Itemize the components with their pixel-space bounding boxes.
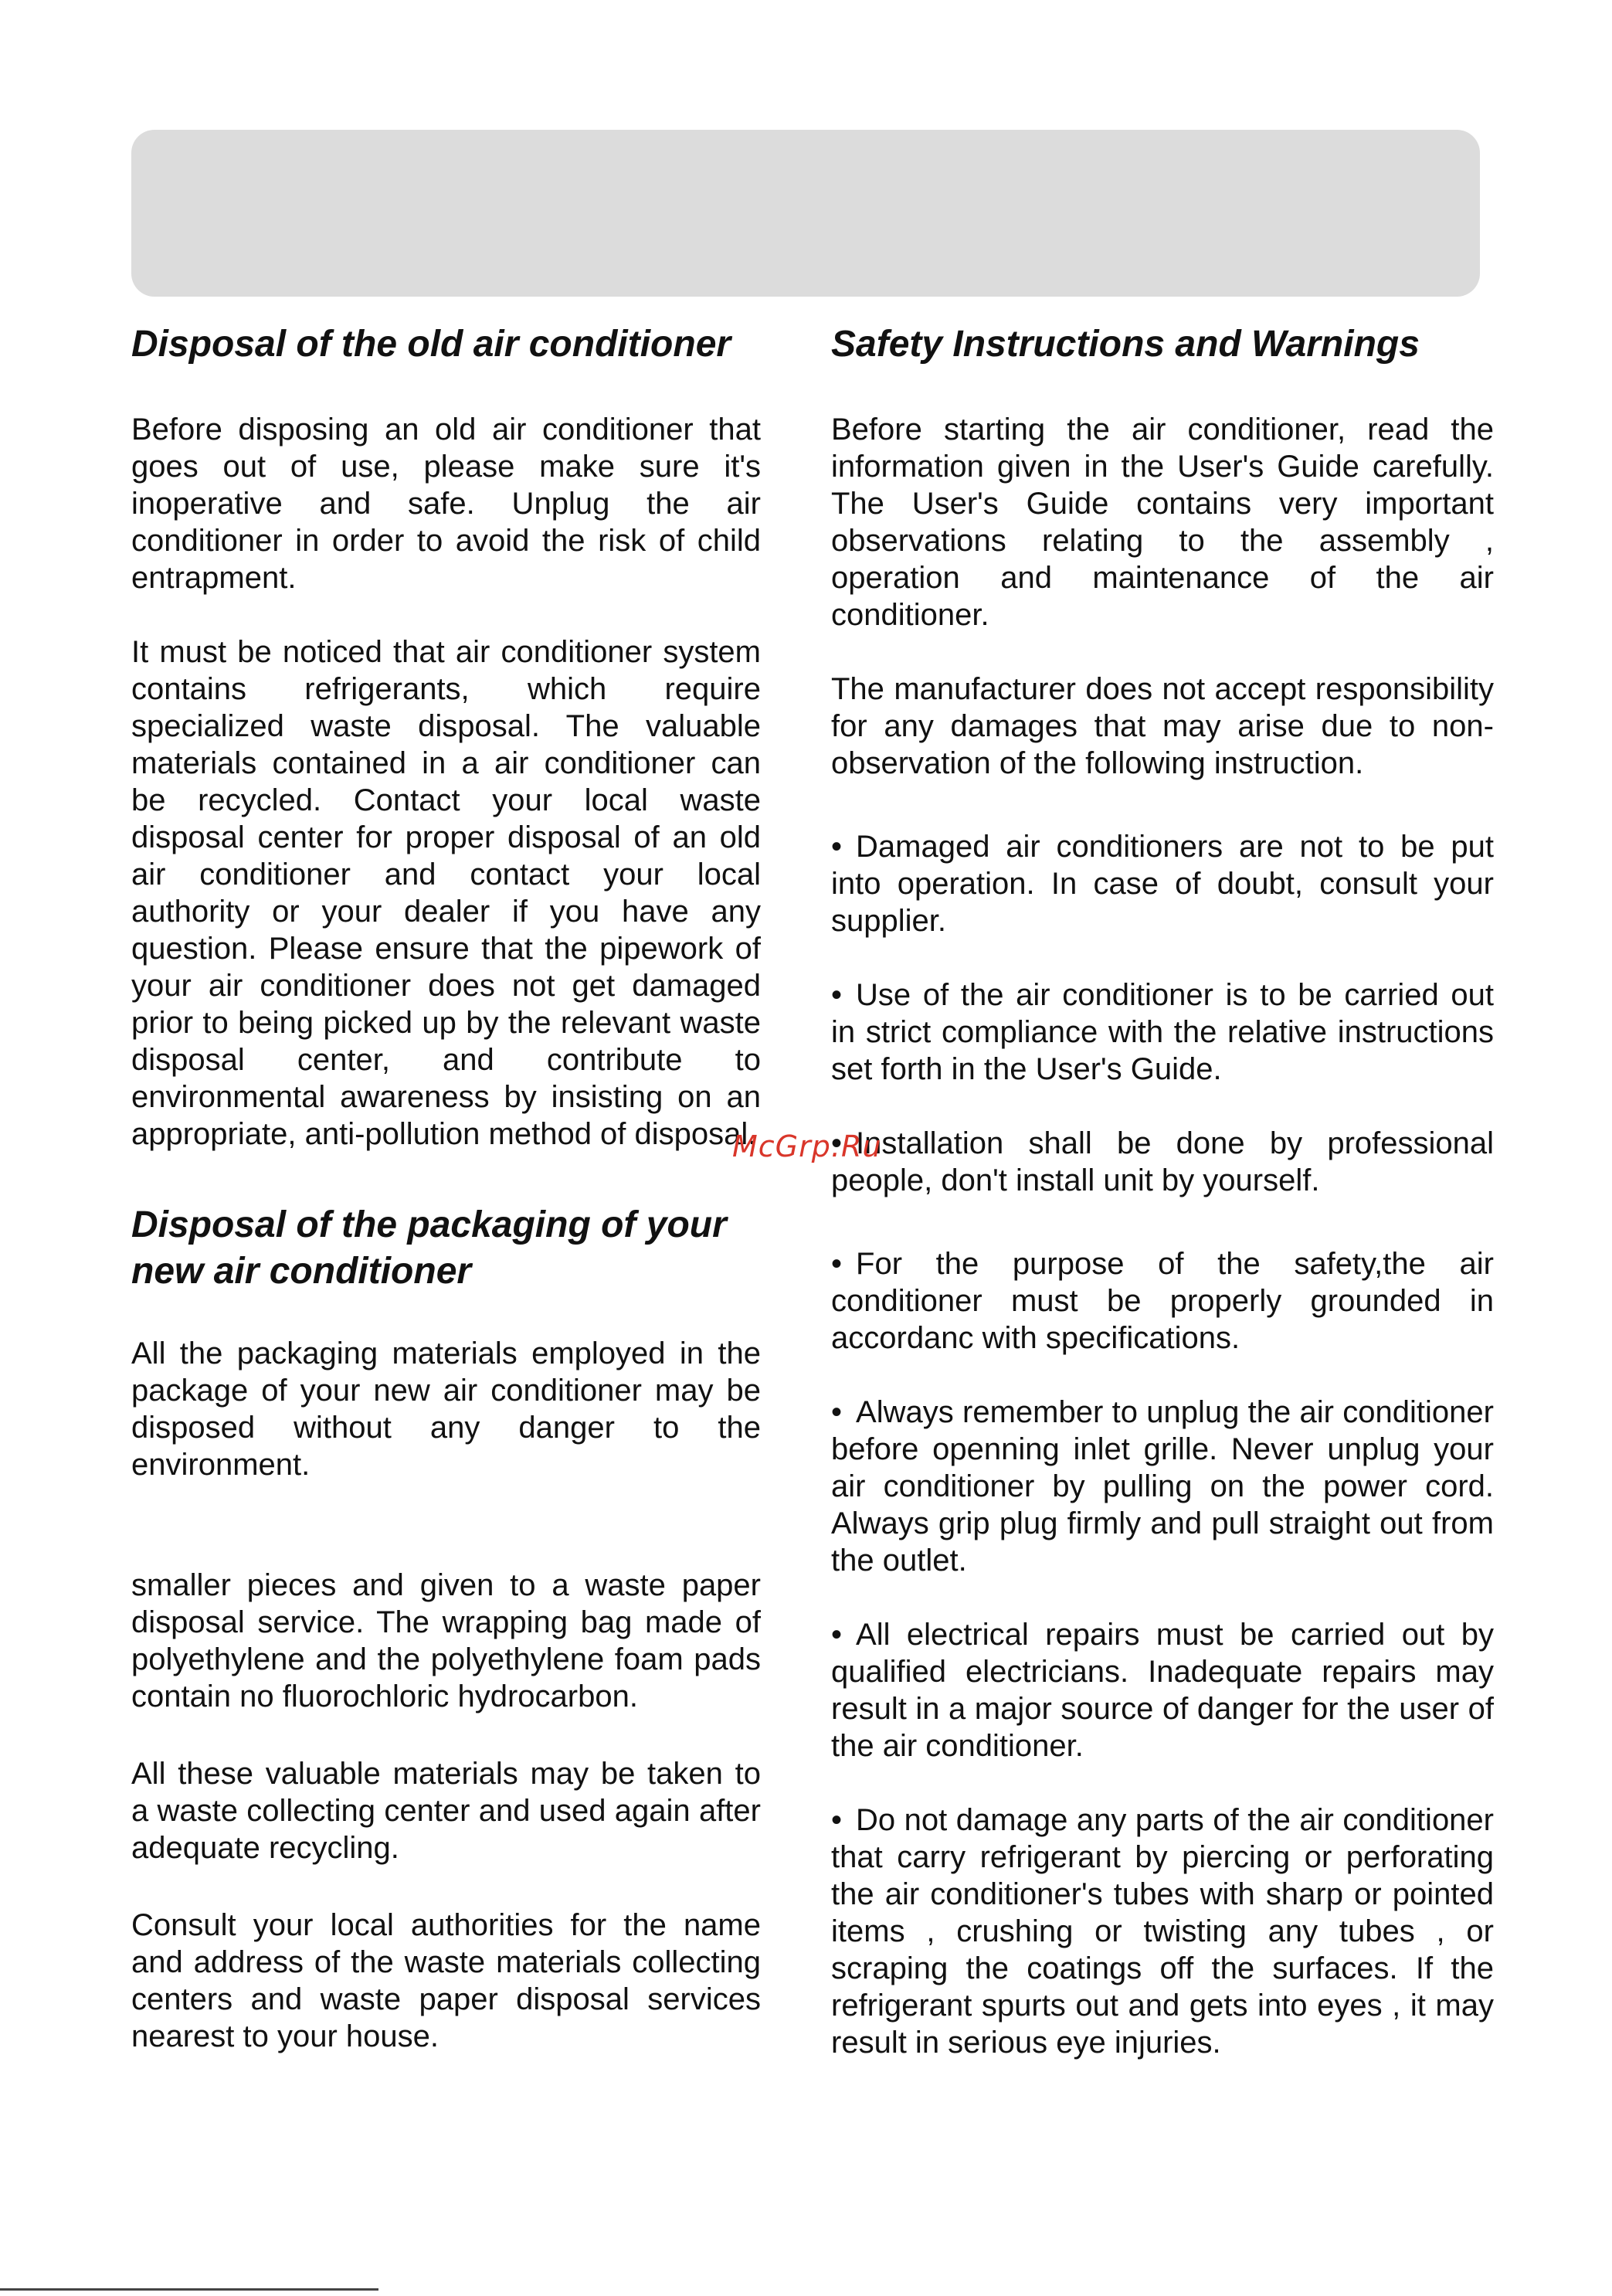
bullet-item: • Do not damage any parts of the air conditioner that carry refrigerant by piercing or perforating the air conditioner's tubes with sharp or pointed items , crushing or twisting any tubes , or scraping the coatings off the surfaces. If the refrigerant spurts out and gets into eyes , it may result in serious eye injuries. — [831, 1802, 1494, 2061]
watermark: McGrp.Ru — [732, 1129, 882, 1163]
bullet-item: • Installation shall be done by professional people, don't install unit by yourself. — [831, 1125, 1494, 1199]
right-column — [831, 309, 1494, 2061]
footer-divider — [0, 2288, 378, 2291]
bullet-item: • All electrical repairs must be carried out by qualified electricians. Inadequate repairs may result in a major source of danger for the user of the air conditioner. — [831, 1616, 1494, 1764]
bullet-item: • Damaged air conditioners are not to be put into operation. In case of doubt, consult your supplier. — [831, 828, 1494, 939]
bullet-item: • Always remember to unplug the air conditioner before openning inlet grille. Never unplug your air conditioner by pulling on the power cord. Always grip plug firmly and pull straight out from the outlet. — [831, 1394, 1494, 1579]
paragraph: Before starting the air conditioner, read the information given in the User's Guide carefully. The User's Guide contains very important observations relating to the assembly , operation and maintenance of the air conditioner. — [831, 413, 1494, 632]
heading-disposal-packaging: Disposal of the packaging of your new air conditioner — [131, 1204, 727, 1292]
header-banner — [131, 130, 1480, 297]
paragraph: It must be noticed that air conditioner system contains refrigerants, which require specialized waste disposal. The valuable materials contained in a air conditioner can be recycled. Contact your local waste disposal center for proper disposal of an old air conditioner and contact your local authority or your dealer if you have any question. Please ensure that the pipework of your air conditioner does not get damaged prior to being picked up by the relevant waste disposal center, and contribute to environmental awareness by insisting on an appropriate, anti-pollution method of disposal. — [131, 635, 761, 1151]
paragraph: All the packaging materials employed in the package of your new air conditioner may be disposed without any danger to the environment. — [131, 1337, 761, 1482]
paragraph: smaller pieces and given to a waste paper disposal service. The wrapping bag made of polyethylene and the polyethylene foam pads contain no fluorochloric hydrocarbon. — [131, 1568, 761, 1714]
paragraph: All these valuable materials may be taken to a waste collecting center and used again after adequate recycling. — [131, 1757, 761, 1865]
heading-disposal-old: Disposal of the old air conditioner — [131, 324, 731, 365]
left-column — [131, 309, 761, 2055]
heading-safety: Safety Instructions and Warnings — [831, 324, 1420, 365]
bullet-item: • Use of the air conditioner is to be carried out in strict compliance with the relative instructions set forth in the User's Guide. — [831, 976, 1494, 1088]
bullet-item: • For the purpose of the safety,the air conditioner must be properly grounded in accordanc with specifications. — [831, 1245, 1494, 1357]
paragraph: Consult your local authorities for the name and address of the waste materials collecting centers and waste paper disposal services nearest to your house. — [131, 1908, 761, 2053]
paragraph: The manufacturer does not accept responsibility for any damages that may arise due to non-observation of the following instruction. — [831, 672, 1494, 780]
paragraph: Before disposing an old air conditioner that goes out of use, please make sure it's inoperative and safe. Unplug the air conditioner in order to avoid the risk of child entrapment. — [131, 413, 761, 595]
